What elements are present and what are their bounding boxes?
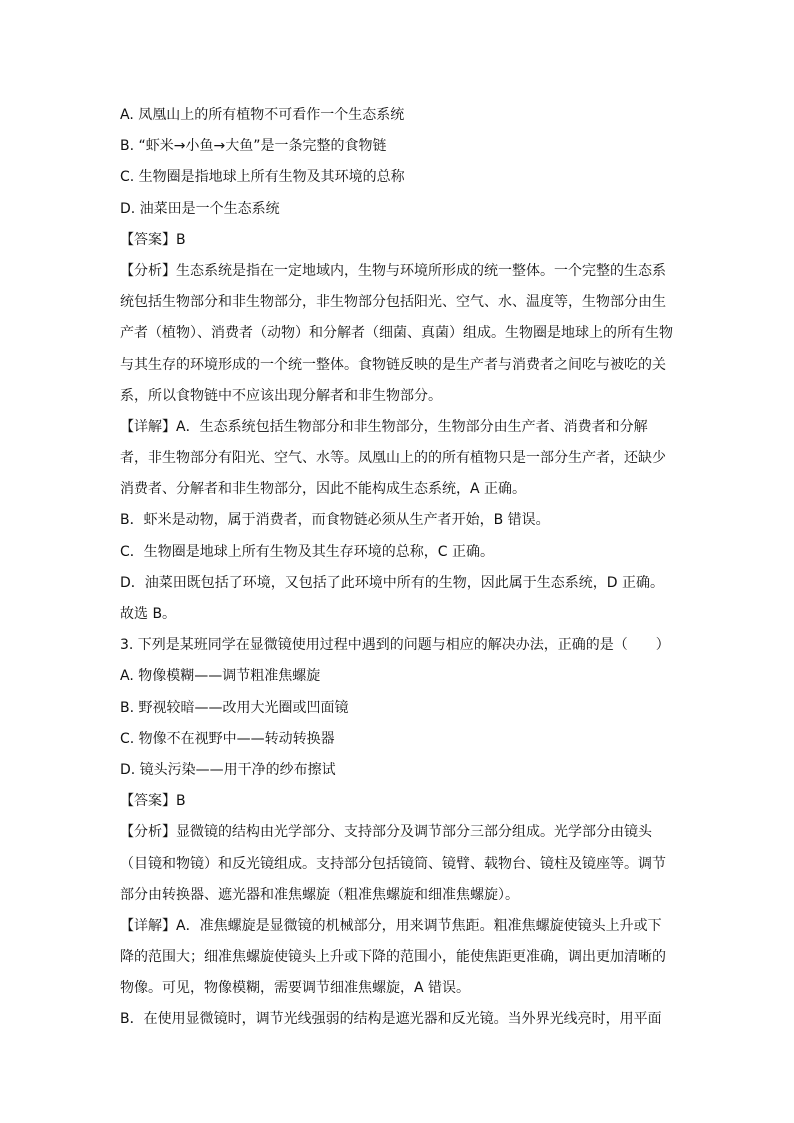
detail-line: C．生物圈是地球上所有生物及其生存环境的总称，C 正确。: [120, 543, 494, 560]
analysis-line: 系，所以食物链中不应该出现分解者和非生物部分。: [120, 387, 442, 404]
detail-line: 降的范围大；细准焦螺旋使镜头上升或下降的范围小，能使焦距更准确，调出更加清晰的: [120, 949, 666, 966]
option-d-line: D. 油菜田是一个生态系统: [120, 200, 280, 217]
analysis-line: （目镜和物镜）和反光镜组成。支持部分包括镜筒、镜臂、载物台、镜柱及镜座等。调节: [120, 855, 666, 872]
option-a-line: A. 物像模糊——调节粗准焦螺旋: [120, 668, 321, 685]
answer-line: 【答案】B: [120, 231, 186, 248]
option-c-line: C. 生物圈是指地球上所有生物及其环境的总称: [120, 169, 405, 186]
question-3-line: 3. 下列是某班同学在显微镜使用过程中遇到的问题与相应的解决办法，正确的是（ ）: [120, 637, 670, 654]
analysis-line: 部分由转换器、遮光器和准焦螺旋（粗准焦螺旋和细准焦螺旋）。: [120, 886, 519, 903]
analysis-line: 【分析】显微镜的结构由光学部分、支持部分及调节部分三部分组成。光学部分由镜头: [120, 824, 652, 841]
detail-line: B．在使用显微镜时，调节光线强弱的结构是遮光器和反光镜。当外界光线亮时，用平面: [120, 1011, 662, 1028]
conclusion-line: 故选 B。: [120, 606, 177, 622]
detail-line: B．虾米是动物，属于消费者，而食物链必须从生产者开始，B 错误。: [120, 512, 550, 529]
analysis-line: 统包括生物部分和非生物部分，非生物部分包括阳光、空气、水、温度等，生物部分由生: [120, 294, 666, 311]
detail-line: D．油菜田既包括了环境，又包括了此环境中所有的生物，因此属于生态系统，D 正确。: [120, 574, 665, 591]
answer-line: 【答案】B: [120, 793, 186, 810]
option-b-line: B. 野视较暗——改用大光圈或凹面镜: [120, 699, 349, 716]
detail-line: 物像。可见，物像模糊，需要调节细准焦螺旋，A 错误。: [120, 980, 471, 997]
option-b-line: B. “虾米→小鱼→大鱼”是一条完整的食物链: [120, 138, 387, 155]
document-body: [120, 100, 680, 1036]
analysis-line: 与其生存的环境形成的一个统一整体。食物链反映的是生产者与消费者之间吃与被吃的关: [120, 356, 666, 373]
detail-line: 【详解】A．生态系统包括生物部分和非生物部分，生物部分由生产者、消费者和分解: [120, 418, 648, 435]
detail-line: 者，非生物部分有阳光、空气、水等。凤凰山上的的所有植物只是一部分生产者，还缺少: [120, 450, 666, 467]
detail-line: 消费者、分解者和非生物部分，因此不能构成生态系统，A 正确。: [120, 481, 527, 498]
analysis-line: 【分析】生态系统是指在一定地域内，生物与环境所形成的统一整体。一个完整的生态系: [120, 262, 666, 279]
detail-line: 【详解】A．准焦螺旋是显微镜的机械部分，用来调节焦距。粗准焦螺旋使镜头上升或下: [120, 917, 662, 934]
option-d-line: D. 镜头污染——用干净的纱布擦试: [120, 761, 336, 778]
option-a-line: A. 凤凰山上的所有植物不可看作一个生态系统: [120, 107, 405, 123]
analysis-line: 产者（植物）、消费者（动物）和分解者（细菌、真菌）组成。生物圈是地球上的所有生物: [120, 325, 673, 342]
option-c-line: C. 物像不在视野中——转动转换器: [120, 730, 335, 747]
